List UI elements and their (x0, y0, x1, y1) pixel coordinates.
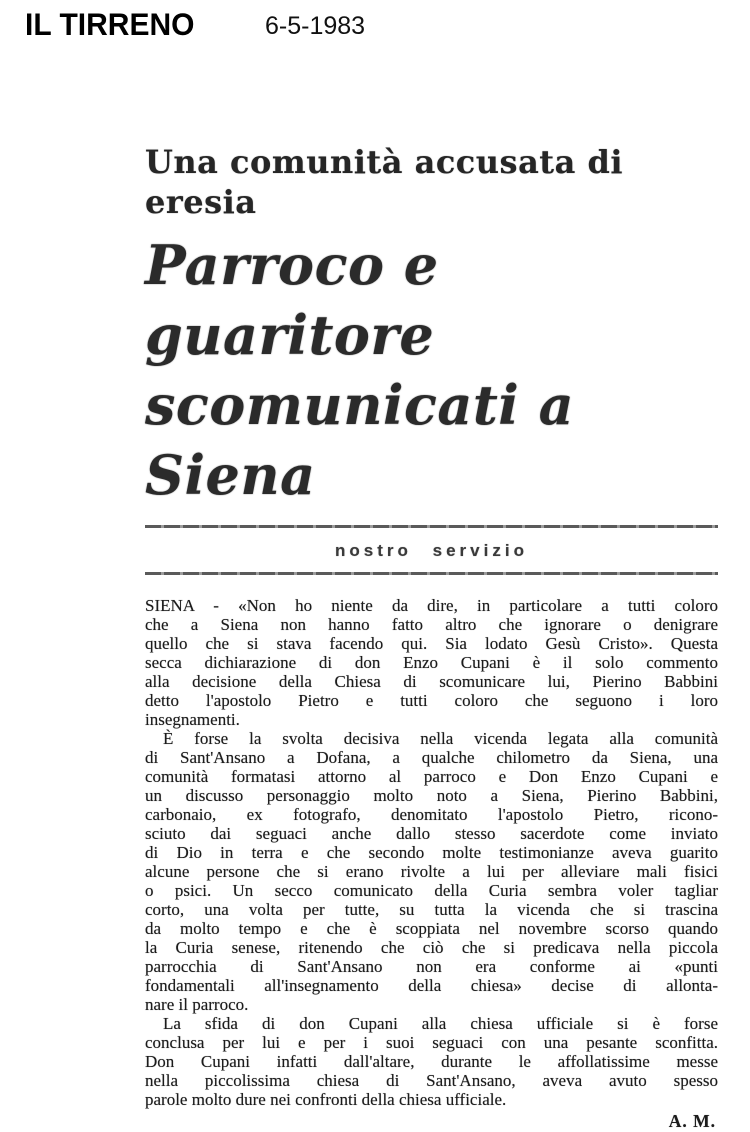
article-paragraph (145, 596, 718, 729)
article-text-line: corto, una volta per tutte, su tutta la vicenda che si trascina (145, 900, 718, 919)
article-text-line: alcune persone che si erano rivolte a lui per alleviare mali fisici (145, 862, 718, 881)
article-headline (145, 230, 718, 510)
article-text-line: parole molto dure nei confronti della chiesa ufficiale. (145, 1090, 507, 1109)
article-text-line: secca dichiarazione di don Enzo Cupani è il solo commento (145, 653, 718, 672)
article-text-line: detto l'apostolo Pietro e tutti coloro che seguono i loro (145, 691, 718, 710)
article-text-line: quello che si stava facendo qui. Sia lodato Gesù Cristo». Questa (145, 634, 718, 653)
article-text-line: un discusso personaggio molto noto a Siena, Pierino Babbini, (145, 786, 718, 805)
article-signature: A. M. (668, 1111, 716, 1131)
article-paragraph (145, 729, 718, 1014)
article-text-line: SIENA - «Non ho niente da dire, in particolare a tutti coloro (145, 596, 718, 615)
article-text-line: Don Cupani infatti dall'altare, durante le affollatissime messe (145, 1052, 718, 1071)
article-text-line: o psici. Un secco comunicato della Curia sembra voler tagliar (145, 881, 718, 900)
byline-row (145, 528, 718, 572)
article-text-line: nare il parroco. (145, 995, 249, 1014)
article-text-line: comunità formatasi attorno al parroco e Don Enzo Cupani e (145, 767, 718, 786)
article-text-line: di Dio in terra e che secondo molte testimonianze aveva guarito (145, 843, 718, 862)
scanned-article (145, 142, 718, 1132)
article-text-line: conclusa per lui e per i suoi seguaci con una pesante sconfitta. (145, 1033, 718, 1052)
article-text-line: da molto tempo e che è scoppiata nel novembre scorso quando (145, 919, 718, 938)
article-paragraph (145, 1014, 718, 1109)
article-kicker: Una comunità accusata di eresia (145, 143, 623, 221)
headline-line-1: Parroco e guaritore (145, 233, 439, 367)
article-text-line: la Curia senese, ritenendo che ciò che si predicava nella piccola (145, 938, 718, 957)
article-text-line: parrocchia di Sant'Ansano non era conforme ai «punti (145, 957, 718, 976)
article-text-line: fondamentali all'insegnamento della chiesa» decise di allonta- (145, 976, 718, 995)
article-text-line: nella piccolissima chiesa di Sant'Ansano, aveva avuto spesso (145, 1071, 718, 1090)
article-text-line: di Sant'Ansano a Dofana, a qualche chilometro da Siena, una (145, 748, 718, 767)
article-text-line: La sfida di don Cupani alla chiesa ufficiale si è forse (163, 1014, 718, 1033)
article-text-line: che a Siena non hanno fatto altro che ignorare o denigrare (145, 615, 718, 634)
article-text-line: sciuto dai seguaci anche dallo stesso sacerdote come inviato (145, 824, 718, 843)
article-body (145, 596, 718, 1109)
newspaper-masthead: IL TIRRENO (25, 7, 195, 43)
clipping-date: 6-5-1983 (265, 12, 366, 40)
article-text-line: alla decisione della Chiesa di scomunicare lui, Pierino Babbini (145, 672, 718, 691)
headline-line-2: scomunicati a Siena (145, 373, 575, 507)
byline-label: nostro servizio (335, 541, 528, 560)
divider-rule-bottom (145, 572, 718, 575)
article-text-line: carbonaio, ex fotografo, denomitato l'apostolo Pietro, ricono- (145, 805, 718, 824)
article-text-line: È forse la svolta decisiva nella vicenda legata alla comunità (163, 729, 718, 748)
divider-rule-top (145, 525, 718, 528)
article-text-line: insegnamenti. (145, 710, 240, 729)
